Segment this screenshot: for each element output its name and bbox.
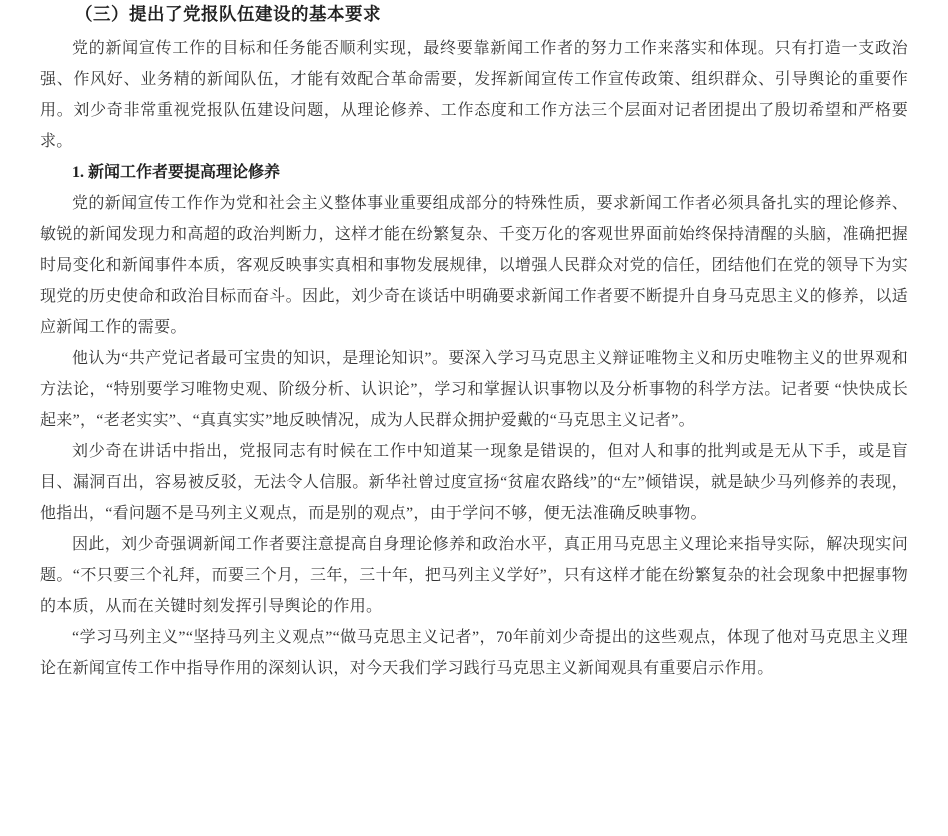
paragraph-conclusion: “学习马列主义”“坚持马列主义观点”“做马克思主义记者”，70年前刘少奇提出的这些观点，体现了他对马克思主义理论在新闻宣传工作中指导作用的深刻认识，对今天我们学习践行马克思主义新闻观具有重要启示作用。 bbox=[40, 629, 908, 677]
paragraph-criticism-shortcomings: 刘少奇在讲话中指出，党报同志有时候在工作中知道某一现象是错误的，但对人和事的批判或是无从下手，或是盲目、漏洞百出，容易被反驳，无法令人信服。新华社曾过度宣扬“贫雇农路线”的“左”倾错误，就是缺少马列修养的表现，他指出，“看问题不是马列主义观点，而是别的观点”，由于学问不够，便无法准确反映事物。 bbox=[40, 443, 908, 522]
section-heading: （三）提出了党报队伍建设的基本要求 bbox=[75, 4, 381, 24]
paragraph-team-building-requirements: 党的新闻宣传工作的目标和任务能否顺利实现，最终要靠新闻工作者的努力工作来落实和体现。只有打造一支政治强、作风好、业务精的新闻队伍，才能有效配合革命需要，发挥新闻宣传工作宣传政策、组织群众、引导舆论的重要作用。刘少奇非常重视党报队伍建设问题，从理论修养、工作态度和工作方法三个层面对记者团提出了殷切希望和严格要求。 bbox=[40, 40, 908, 150]
paragraph-improve-theory-level: 因此，刘少奇强调新闻工作者要注意提高自身理论修养和政治水平，真正用马克思主义理论来指导实际，解决现实问题。“不只要三个礼拜，而要三个月，三年，三十年，把马列主义学好”，只有这样才能在纷繁复杂的社会现象中把握事物的本质，从而在关键时刻发挥引导舆论的作用。 bbox=[40, 536, 908, 615]
paragraph-theoretical-knowledge: 他认为“共产党记者最可宝贵的知识，是理论知识”。要深入学习马克思主义辩证唯物主义和历史唯物主义的世界观和方法论，“特别要学习唯物史观、阶级分析、认识论”，学习和掌握认识事物以及分析事物的科学方法。记者要 “快快成长起来”，“老老实实”、“真真实实”地反映情况，成为人民群众拥护爱戴的“马克思主义记者”。 bbox=[40, 350, 908, 429]
paragraph-special-nature: 党的新闻宣传工作作为党和社会主义整体事业重要组成部分的特殊性质，要求新闻工作者必须具备扎实的理论修养、敏锐的新闻发现力和高超的政治判断力，这样才能在纷繁复杂、千变万化的客观世界面前始终保持清醒的头脑，准确把握时局变化和新闻事件本质，客观反映事实真相和事物发展规律，以增强人民群众对党的信任，团结他们在党的领导下为实现党的历史使命和政治目标而奋斗。因此，刘少奇在谈话中明确要求新闻工作者要不断提升自身马克思主义的修养，以适应新闻工作的需要。 bbox=[40, 195, 908, 336]
subheading-theory-cultivation: 1. 新闻工作者要提高理论修养 bbox=[72, 164, 281, 181]
